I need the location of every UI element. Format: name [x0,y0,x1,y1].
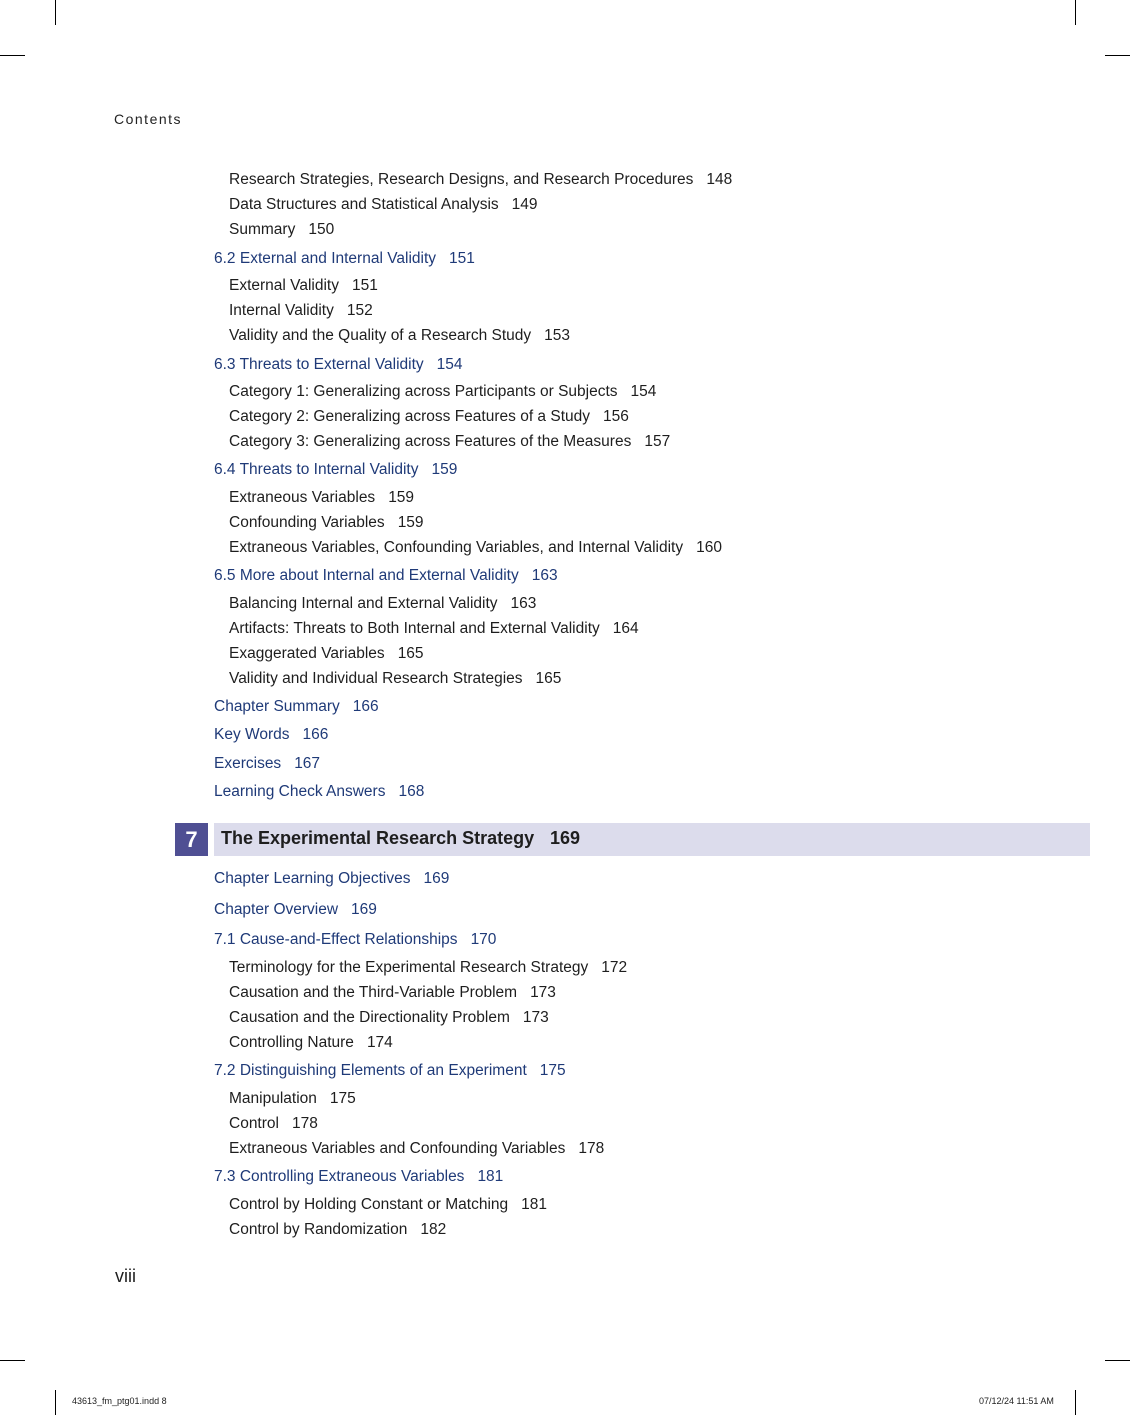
toc-entry-title: Causation and the Third-Variable Problem [229,984,518,1001]
toc-subentry[interactable] [229,302,373,320]
toc-subentry[interactable] [229,327,570,345]
toc-entry-page: 152 [346,302,373,319]
toc-entry-title: 7.2 Distinguishing Elements of an Experiment [214,1062,527,1079]
toc-entry-page: 169 [423,870,450,887]
toc-entry-title: Chapter Learning Objectives [214,870,411,887]
toc-section-entry[interactable] [214,461,457,479]
toc-entry-page: 166 [302,726,329,743]
toc-section-entry[interactable] [214,250,475,268]
toc-entry-title: 7.3 Controlling Extraneous Variables [214,1168,465,1185]
crop-mark [1075,1390,1076,1415]
toc-section-entry[interactable] [214,1062,566,1080]
toc-section-entry[interactable] [214,726,328,744]
crop-mark [0,55,25,56]
toc-entry-page: 181 [477,1168,504,1185]
toc-entry-title: 6.3 Threats to External Validity [214,356,424,373]
toc-section-entry[interactable] [214,567,558,585]
toc-entry-page: 170 [470,931,497,948]
toc-entry-title: Chapter Summary [214,698,340,715]
toc-subentry[interactable] [229,595,536,613]
toc-entry-page: 156 [603,408,629,425]
toc-entry-page: 163 [531,567,558,584]
toc-entry-title: Internal Validity [229,302,334,319]
toc-entry-title: 6.5 More about Internal and External Validity [214,567,519,584]
toc-subentry[interactable] [229,171,732,189]
toc-entry-page: 172 [601,959,628,976]
toc-entry-title: Causation and the Directionality Problem [229,1009,510,1026]
toc-subentry[interactable] [229,1115,318,1133]
toc-entry-title: Extraneous Variables [229,489,376,506]
toc-subentry[interactable] [229,489,414,507]
toc-entry-title: 7.1 Cause-and-Effect Relationships [214,931,458,948]
toc-entry-title: Exercises [214,755,282,772]
toc-entry-page: 174 [366,1034,393,1051]
toc-entry-page: 153 [544,327,571,344]
toc-section-entry[interactable] [214,698,379,716]
toc-entry-page: 167 [294,755,321,772]
toc-section-entry[interactable] [214,1168,503,1186]
toc-entry-page: 160 [696,539,722,556]
crop-mark [55,0,56,25]
toc-entry-page: 175 [539,1062,566,1079]
toc-entry-page: 150 [308,221,335,238]
toc-entry-title: Manipulation [229,1090,317,1107]
toc-subentry[interactable] [229,1034,393,1052]
toc-entry-page: 154 [630,383,657,400]
toc-subentry[interactable] [229,221,334,239]
toc-section-entry[interactable] [214,755,320,773]
toc-entry-page: 151 [449,250,475,267]
toc-entry-title: Validity and the Quality of a Research Study [229,327,532,344]
toc-entry-title: External Validity [229,277,339,294]
crop-mark [55,1390,56,1415]
toc-entry-page: 164 [612,620,639,637]
toc-entry-title: Control by Holding Constant or Matching [229,1196,509,1213]
toc-entry-title: 6.2 External and Internal Validity [214,250,437,267]
toc-entry-page: 148 [706,171,733,188]
toc-section-entry[interactable] [214,901,377,919]
toc-entry-page: 173 [530,984,556,1001]
toc-subentry[interactable] [229,1221,446,1239]
toc-entry-page: 159 [397,514,424,531]
toc-subentry[interactable] [229,959,627,977]
toc-entry-page: 159 [388,489,415,506]
toc-subentry[interactable] [229,277,378,295]
toc-entry-title: Extraneous Variables, Confounding Variables, and Internal Validity [229,539,684,556]
chapter-number: 7 [175,823,208,856]
toc-entry-title: Category 2: Generalizing across Features of a Study [229,408,590,425]
toc-entry-title: Data Structures and Statistical Analysis [229,196,499,213]
toc-entry-title: 6.4 Threats to Internal Validity [214,461,419,478]
slug-file: 43613_fm_ptg01.indd 8 [72,1396,167,1406]
toc-entry-page: 182 [420,1221,447,1238]
toc-subentry[interactable] [229,1140,604,1158]
toc-entry-title: Category 3: Generalizing across Features of the Measures [229,433,632,450]
toc-subentry[interactable] [229,670,561,688]
toc-entry-page: 178 [291,1115,318,1132]
toc-entry-page: 165 [535,670,562,687]
toc-entry-page: 159 [431,461,458,478]
toc-entry-page: 149 [511,196,538,213]
toc-entry-title: Terminology for the Experimental Research Strategy [229,959,589,976]
crop-mark [1105,1360,1130,1361]
toc-entry-title: Key Words [214,726,290,743]
toc-entry-title: Research Strategies, Research Designs, and Research Procedures [229,171,694,188]
toc-entry-page: 181 [521,1196,548,1213]
toc-subentry[interactable] [229,1196,547,1214]
toc-subentry[interactable] [229,984,556,1002]
toc-entry-page: 165 [397,645,424,662]
toc-entry-page: 173 [522,1009,549,1026]
slug-timestamp: 07/12/24 11:51 AM [979,1396,1054,1406]
toc-entry-title: Confounding Variables [229,514,385,531]
toc-subentry[interactable] [229,433,670,451]
toc-entry-page: 166 [352,698,379,715]
toc-subentry[interactable] [229,620,639,638]
toc-entry-page: 151 [351,277,378,294]
toc-entry-title: Summary [229,221,296,238]
toc-entry-title: Control [229,1115,279,1132]
toc-subentry[interactable] [229,645,424,663]
toc-entry-title: Artifacts: Threats to Both Internal and External Validity [229,620,600,637]
toc-subentry[interactable] [229,514,424,532]
crop-mark [1105,55,1130,56]
toc-subentry[interactable] [229,383,656,401]
toc-entry-page: 175 [329,1090,356,1107]
toc-section-entry[interactable] [214,931,496,949]
page-folio: viii [115,1266,136,1286]
running-head: Contents [114,111,183,127]
toc-entry-page: 157 [644,433,671,450]
toc-entry-title: Exaggerated Variables [229,645,385,662]
chapter-title[interactable]: The Experimental Research Strategy [221,828,535,848]
toc-entry-title: Validity and Individual Research Strategies [229,670,523,687]
toc-entry-title: Balancing Internal and External Validity [229,595,498,612]
toc-entry-page: 178 [578,1140,605,1157]
toc-section-entry[interactable] [214,870,449,888]
toc-entry-page: 163 [510,595,537,612]
toc-subentry[interactable] [229,1090,356,1108]
toc-subentry[interactable] [229,539,722,557]
crop-mark [1075,0,1076,25]
toc-entry-page: 154 [436,356,463,373]
toc-section-entry[interactable] [214,356,463,374]
toc-entry-page: 168 [398,783,425,800]
toc-entry-title: Category 1: Generalizing across Participants or Subjects [229,383,618,400]
toc-subentry[interactable] [229,196,538,214]
crop-mark [0,1360,25,1361]
toc-entry-title: Control by Randomization [229,1221,408,1238]
toc-entry-title: Learning Check Answers [214,783,386,800]
toc-entry-title: Controlling Nature [229,1034,354,1051]
toc-entry-page: 169 [351,901,377,918]
toc-subentry[interactable] [229,408,629,426]
toc-subentry[interactable] [229,1009,549,1027]
chapter-page-number: 169 [550,828,581,848]
toc-section-entry[interactable] [214,783,424,801]
toc-entry-title: Extraneous Variables and Confounding Variables [229,1140,566,1157]
toc-entry-title: Chapter Overview [214,901,339,918]
